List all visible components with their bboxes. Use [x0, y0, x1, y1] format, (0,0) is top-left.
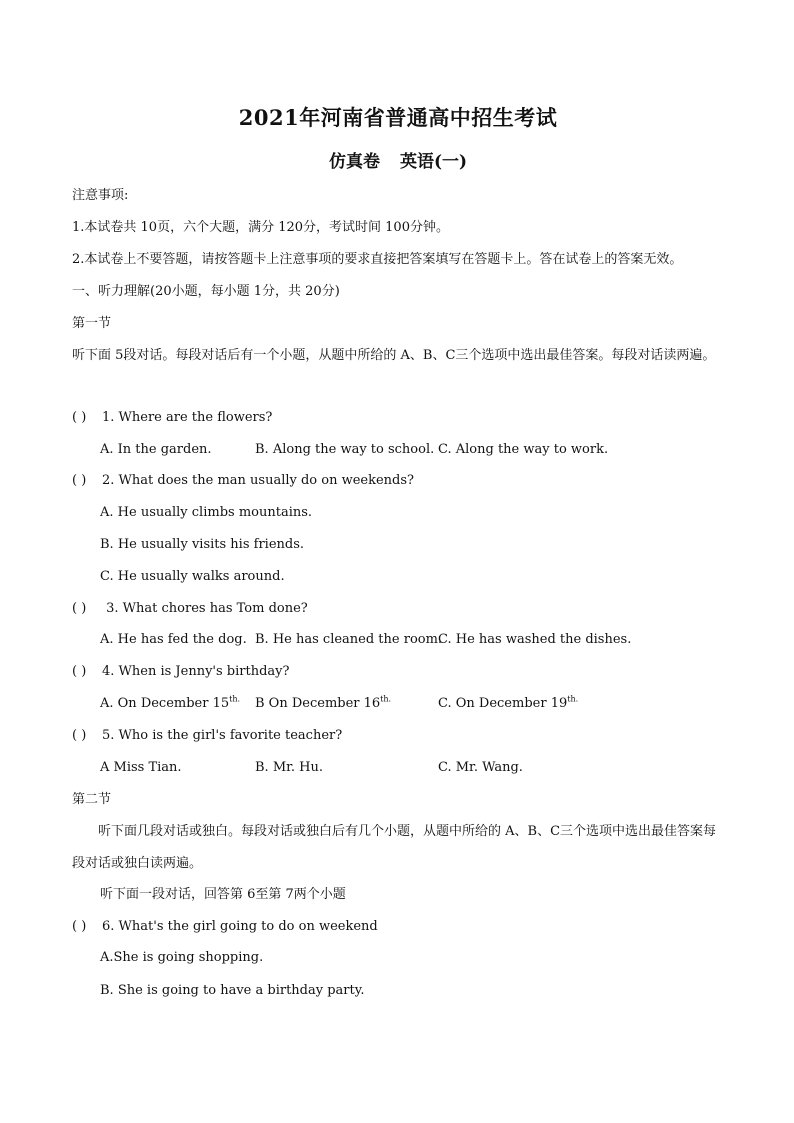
question-text: 3. What chores has Tom done?: [102, 601, 308, 616]
section2-heading: 第二节: [72, 792, 112, 807]
question-text: 6. What's the girl going to do on weekend: [102, 919, 378, 934]
subtitle-paper-type: 仿真卷: [328, 152, 380, 172]
option-c: C. Along the way to work.: [438, 442, 609, 457]
option-c: C. Mr. Wang.: [438, 760, 523, 775]
answer-blank: ( ): [72, 473, 87, 488]
question-text: 2. What does the man usually do on weekends?: [102, 473, 415, 488]
option-a: A. He usually climbs mountains.: [100, 505, 313, 520]
ordinal-suffix: th.: [567, 694, 579, 704]
option-a: A Miss Tian.: [100, 760, 182, 775]
notes-item-1: 1.本试卷共 10页，六个大题，满分 120分，考试时间 100分钟。: [72, 220, 449, 235]
exam-subtitle: [72, 147, 724, 172]
option-a-text: A. On December 15: [100, 696, 230, 711]
option-c: [438, 694, 578, 714]
section2-sub-instruction: 听下面一段对话，回答第 6至第 7两个小题: [100, 887, 346, 902]
question-4: [72, 662, 289, 682]
option-a: A. He has fed the dog.: [100, 632, 247, 647]
option-a: A.She is going shopping.: [100, 950, 264, 965]
exam-title: 2021年河南省普通高中招生考试: [238, 105, 558, 130]
section2-instruction: 听下面几段对话或独白。每段对话或独白后有几个小题，从题中所给的 A、B、C三个选项中选出最佳答案每段对话或独白读两遍。: [72, 824, 717, 871]
option-b: B. He has cleaned the room.: [255, 632, 443, 647]
option-b: [255, 694, 391, 714]
answer-blank: ( ): [72, 601, 87, 616]
question-6: [72, 917, 378, 937]
notes-item-2: 2.本试卷上不要答题，请按答题卡上注意事项的要求直接把答案填写在答题卡上。答在试卷上的答案无效。: [72, 252, 683, 267]
question-2: [72, 471, 414, 491]
option-b: B. He usually visits his friends.: [100, 537, 305, 552]
section1-instruction: 听下面 5段对话。每段对话后有一个小题，从题中所给的 A、B、C三个选项中选出最佳答案。每段对话读两遍。: [72, 348, 716, 363]
option-b: B. Along the way to school.: [255, 442, 435, 457]
option-b-text: B On December 16: [255, 696, 381, 711]
question-text: 4. When is Jenny's birthday?: [102, 664, 290, 679]
answer-blank: ( ): [72, 410, 87, 425]
option-b: B. She is going to have a birthday party.: [100, 983, 365, 998]
option-c: C. He usually walks around.: [100, 569, 285, 584]
answer-blank: ( ): [72, 664, 87, 679]
question-text: 5. Who is the girl's favorite teacher?: [102, 728, 343, 743]
ordinal-suffix: th.: [229, 694, 241, 704]
option-b: B. Mr. Hu.: [255, 760, 324, 775]
option-c: C. He has washed the dishes.: [438, 632, 632, 647]
question-text: 1. Where are the flowers?: [102, 410, 273, 425]
answer-blank: ( ): [72, 728, 87, 743]
exam-page: [72, 0, 724, 1123]
option-a: [100, 694, 240, 714]
part1-heading: 一、听力理解(20小题，每小题 1分，共 20分): [72, 284, 340, 299]
subtitle-subject: 英语(一): [399, 152, 468, 172]
option-c-text: C. On December 19: [438, 696, 568, 711]
question-5: [72, 726, 342, 746]
ordinal-suffix: th.: [380, 694, 392, 704]
question-3: [72, 599, 308, 619]
question-1: [72, 408, 272, 428]
option-a: A. In the garden.: [100, 442, 212, 457]
notes-heading: 注意事项:: [72, 188, 129, 203]
section1-heading: 第一节: [72, 316, 112, 331]
answer-blank: ( ): [72, 919, 87, 934]
